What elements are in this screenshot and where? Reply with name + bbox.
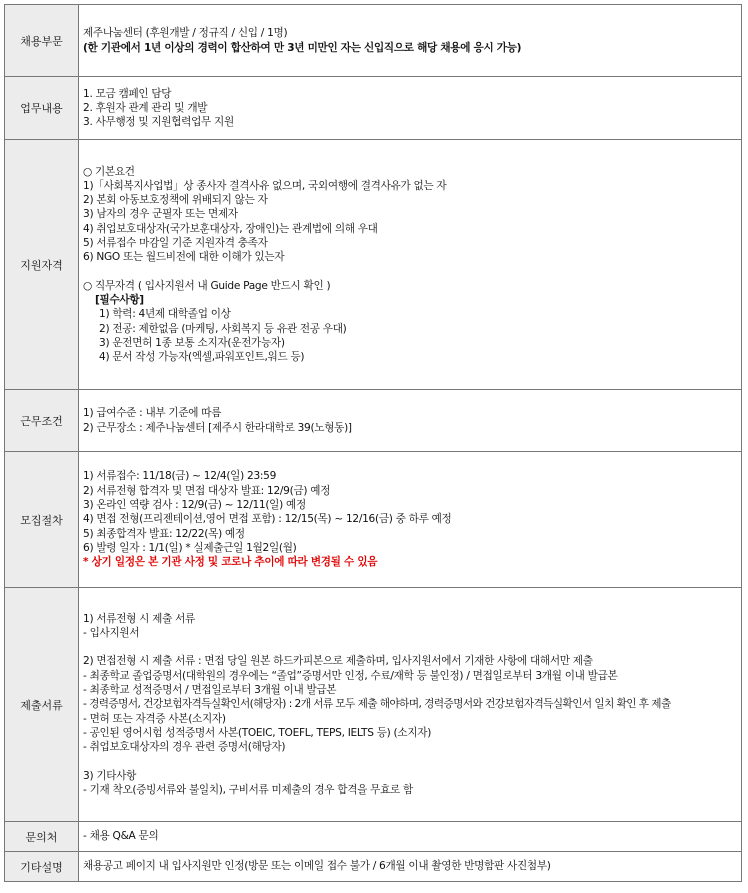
row-qualifications xyxy=(5,140,742,390)
section-title: 1) 서류전형 시 제출 서류 xyxy=(83,612,195,625)
row-content xyxy=(79,77,742,140)
row-process xyxy=(5,452,742,588)
text-line: 1) 학력: 4년제 대학졸업 이상 xyxy=(99,308,231,321)
row-other xyxy=(5,852,742,882)
text-line: - 경력증명서, 건강보험자격득실확인서(해당자) : 2개 서류 모두 제출 해야하며, 경력증명서와 건강보험자격득실확인서 일치 확인 후 제출 xyxy=(83,698,671,711)
text-line: 3. 사무행정 및 지원협력업무 지원 xyxy=(83,116,234,129)
text-line: 3) 운전면허 1종 보통 소지자(운전가능자) xyxy=(99,336,285,349)
text-line: 6) NGO 또는 월드비전에 대한 이해가 있는자 xyxy=(83,251,285,264)
section-title: ○ 직무자격 ( 입사지원서 내 Guide Page 반드시 확인 ) xyxy=(83,279,331,292)
row-content xyxy=(79,822,742,852)
text-line: - 면허 또는 자격증 사본(소지자) xyxy=(83,712,226,725)
row-content xyxy=(79,852,742,882)
text-line: 4) 면접 전형(프리젠테이션,영어 면접 포함) : 12/15(목) ~ 12/16(금) 중 하루 예정 xyxy=(83,513,452,526)
row-label: 제출서류 xyxy=(5,588,79,822)
row-label: 업무내용 xyxy=(5,77,79,140)
spacer xyxy=(83,265,737,279)
row-label: 채용부문 xyxy=(5,5,79,77)
row-label: 기타설명 xyxy=(5,852,79,882)
section-title: ○ 기본요건 xyxy=(83,165,135,178)
text-line: - 최종학교 성적증명서 / 면접일로부터 3개월 이내 발급본 xyxy=(83,684,337,697)
text-line: 2) 본회 아동보호정책에 위배되지 않는 자 xyxy=(83,194,268,207)
text-line: 3) 온라인 역량 검사 : 12/9(금) ~ 12/11(일) 예정 xyxy=(83,499,306,512)
job-posting-table xyxy=(4,4,742,882)
spacer xyxy=(83,640,737,654)
row-content xyxy=(79,390,742,452)
row-duties xyxy=(5,77,742,140)
schedule-warning: * 상기 일정은 본 기관 사정 및 코로나 추이에 따라 변경될 수 있음 xyxy=(83,556,378,569)
row-content xyxy=(79,140,742,390)
text-line: 3) 남자의 경우 군필자 또는 면제자 xyxy=(83,208,238,221)
row-label: 근무조건 xyxy=(5,390,79,452)
row-documents xyxy=(5,588,742,822)
text-line: 2. 후원자 관계 관리 및 개발 xyxy=(83,101,208,114)
row-label: 지원자격 xyxy=(5,140,79,390)
row-conditions xyxy=(5,390,742,452)
text-line: - 최종학교 졸업증명서(대학원의 경우에는 “졸업”증명서만 인정, 수료/재학 등 불인정) / 면접일로부터 3개월 이내 발급본 xyxy=(83,669,618,682)
section-title: 2) 면접전형 시 제출 서류 : 면접 당일 원본 하드카피본으로 제출하며, 입사지원서에서 기재한 사항에 대해서만 제출 xyxy=(83,655,593,668)
text-line: - 취업보호대상자의 경우 관련 증명서(해당자) xyxy=(83,741,286,754)
text-line: 5) 최종합격자 발표: 12/22(목) 예정 xyxy=(83,527,245,540)
text-line: 4) 문서 작성 가능자(엑셀,파워포인트,워드 등) xyxy=(99,351,305,364)
text-line: 5) 서류접수 마감일 기준 지원자격 충족자 xyxy=(83,237,268,250)
section-title: 3) 기타사항 xyxy=(83,769,137,782)
text-line: - 입사지원서 xyxy=(83,627,140,640)
text-line: 제주나눔센터 (후원개발 / 정규직 / 신입 / 1명) xyxy=(83,27,288,40)
text-line: 2) 근무장소 : 제주나눔센터 [제주시 한라대학로 39(노형동)] xyxy=(83,421,352,434)
row-label: 문의처 xyxy=(5,822,79,852)
row-content xyxy=(79,5,742,77)
row-label: 모집절차 xyxy=(5,452,79,588)
text-line: 1. 모금 캠페인 담당 xyxy=(83,87,172,100)
text-line: 1) 서류접수: 11/18(금) ~ 12/4(일) 23:59 xyxy=(83,470,277,483)
row-contact xyxy=(5,822,742,852)
text-line: - 채용 Q&A 문의 xyxy=(83,830,159,843)
text-line: 2) 전공: 제한없음 (마케팅, 사회복지 등 유관 전공 우대) xyxy=(99,322,347,335)
row-content xyxy=(79,588,742,822)
text-line: (한 기관에서 1년 이상의 경력이 합산하여 만 3년 미만인 자는 신입직으로 해당 채용에 응시 가능) xyxy=(83,41,522,54)
text-line: - 기재 착오(증빙서류와 불일치), 구비서류 미제출의 경우 합격을 무효로 함 xyxy=(83,783,413,796)
spacer xyxy=(83,755,737,769)
text-line: 4) 취업보호대상자(국가보훈대상자, 장애인)는 관계법에 의해 우대 xyxy=(83,222,378,235)
required-label: [필수사항] xyxy=(95,293,144,306)
text-line: - 공인된 영어시험 성적증명서 사본(TOEIC, TOEFL, TEPS, IELTS 등) (소지자) xyxy=(83,726,432,739)
text-line: 1) 급여수준 : 내부 기준에 따름 xyxy=(83,407,222,420)
row-content xyxy=(79,452,742,588)
text-line: 2) 서류전형 합격자 및 면접 대상자 발표: 12/9(금) 예정 xyxy=(83,484,331,497)
text-line: 6) 발령 일자 : 1/1(일) * 실제출근일 1월2일(월) xyxy=(83,541,297,554)
text-line: 채용공고 페이지 내 입사지원만 인정(방문 또는 이메일 접수 불가 / 6개월 이내 촬영한 반명함판 사진첨부) xyxy=(83,860,551,873)
row-recruit-dept xyxy=(5,5,742,77)
text-line: 1)「사회복지사업법」상 종사자 결격사유 없으며, 국외여행에 결격사유가 없는 자 xyxy=(83,179,447,192)
